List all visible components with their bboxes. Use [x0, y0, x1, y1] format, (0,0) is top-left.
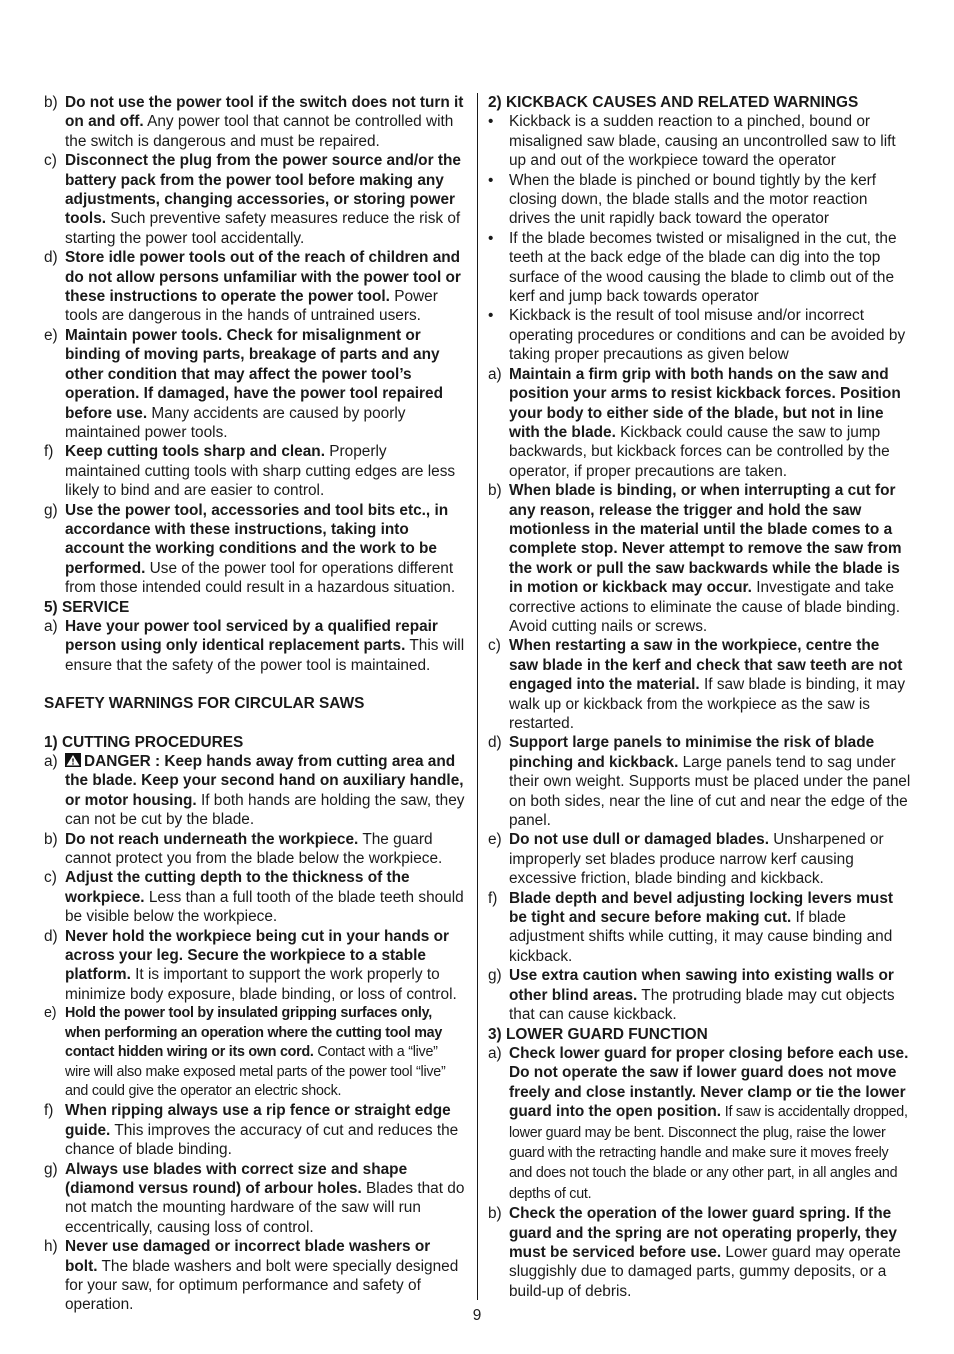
list-item	[488, 1204, 912, 1301]
item-marker: •	[488, 307, 494, 325]
item-marker: d)	[44, 249, 58, 267]
item-bold-text: Use extra caution when sawing into existing walls or other blind areas.	[509, 967, 894, 1004]
item-body-text: Kickback is a sudden reaction to a pinched, bound or misaligned saw blade, causing an uncontrolled saw to lift up and out of the workpiece toward the operator	[509, 113, 896, 170]
spacer	[44, 714, 466, 733]
item-body-text: Less than a full tooth of the blade teeth should be visible below the workpiece.	[65, 888, 464, 926]
item-marker: e)	[488, 831, 502, 849]
list-item	[488, 733, 912, 830]
section-heading: SAFETY WARNINGS FOR CIRCULAR SAWS	[44, 695, 365, 713]
page-number: 9	[472, 1307, 482, 1324]
list-item	[44, 868, 466, 926]
list-item	[488, 306, 912, 364]
item-body-text: It is important to support the work properly to minimize body exposure, blade binding, or loss of control.	[65, 966, 457, 1003]
item-bold-text: Support large panels to minimise the risk of blade pinching and kickback.	[509, 734, 875, 771]
list-item	[488, 229, 912, 307]
item-body-text: If saw blade is binding, it may walk up or kickback from the workpiece as the saw is restarted.	[509, 676, 906, 732]
item-bold-text: Keep cutting tools sharp and clean.	[65, 443, 325, 461]
item-marker: f)	[488, 889, 498, 907]
list-item	[44, 1101, 466, 1159]
item-marker: c)	[44, 152, 57, 170]
list-item	[44, 752, 466, 830]
item-bold-text: Always use blades with correct size and shape (diamond versus round) of arbour holes.	[65, 1160, 408, 1197]
item-body-text: Power tools are dangerous in the hands of untrained users.	[65, 288, 438, 325]
item-bold-text: Check the operation of the lower guard spring. If the guard and the spring are not operating properly, they must be serviced before use.	[509, 1205, 897, 1261]
list-item	[44, 93, 466, 151]
item-marker: b)	[488, 482, 502, 500]
item-marker: f)	[44, 443, 54, 461]
list-item	[488, 1044, 912, 1204]
list-item	[44, 927, 466, 1005]
item-bold-text: When blade is binding, or when interrupting a cut for any reason, release the trigger and hold the saw motionless in the material until the blade comes to a complete stop. Never attempt to remove the saw from the work or pull the saw backwards while the blade is in motion or kickback may occur.	[509, 482, 902, 597]
item-body-text: If blade adjustment shifts while cutting, it may cause binding and kickback.	[509, 909, 893, 965]
section-heading: 1) CUTTING PROCEDURES	[44, 733, 244, 751]
item-body-text: Any power tool that cannot be controlled with the switch is dangerous and must be repaired.	[65, 113, 454, 150]
right-column	[488, 93, 912, 1301]
item-body-text: Many accidents are caused by poorly maintained power tools.	[65, 404, 406, 441]
item-body-text: Use of the power tool for operations different from those intended could result in a hazardous situation.	[65, 559, 456, 597]
list-item	[488, 481, 912, 636]
section-heading: 2) KICKBACK CAUSES AND RELATED WARNINGS	[488, 94, 859, 111]
item-bold-text: Maintain a firm grip with both hands on the saw and position your arms to resist kickback forces. Position your body to either side of the blade, but not in line with the blade.	[509, 365, 901, 441]
list-item	[44, 442, 466, 500]
list-item	[44, 1004, 466, 1101]
list-item	[488, 889, 912, 967]
item-body-text: The blade washers and bolt were specially designed for your saw, for optimum performance and safety of operation.	[65, 1257, 459, 1314]
item-marker: b)	[44, 830, 58, 848]
item-marker: g)	[488, 967, 502, 985]
item-bold-text: Never use damaged or incorrect blade washers or bolt.	[65, 1238, 431, 1275]
spacer	[44, 675, 466, 694]
item-body-text: Kickback could cause the saw to jump backwards, but kickback forces can be controlled by the operator, if proper precautions are taken.	[509, 423, 890, 480]
list-item	[44, 501, 466, 598]
item-body-text: Unsharpened or improperly set blades produce narrow kerf causing excessive friction, blade binding and kickback.	[509, 831, 884, 888]
item-body-text: The protruding blade may cut objects that can cause kickback.	[509, 986, 895, 1024]
item-body-text: Contact with a “live” wire will also make exposed metal parts of the power tool “live” and could give the operator an electric shock.	[65, 1044, 446, 1099]
item-marker: a)	[44, 753, 58, 770]
item-bold-text: Do not use dull or damaged blades.	[509, 831, 769, 849]
item-marker: g)	[44, 1160, 58, 1178]
item-body-text: Lower guard may operate sluggishly due to damaged parts, gummy deposits, or a build-up of debris.	[509, 1243, 901, 1300]
section-heading: 3) LOWER GUARD FUNCTION	[488, 1025, 708, 1043]
item-body-text: When the blade is pinched or bound tightly by the kerf closing down, the blade stalls and the motor reaction drives the unit rapidly back toward the operator	[509, 171, 877, 228]
item-body-text: This will ensure that the safety of the power tool is maintained.	[65, 637, 465, 674]
item-bold-text: Do not use the power tool if the switch does not turn it on and off.	[65, 94, 464, 131]
list-item	[44, 830, 466, 869]
item-bold-text: When ripping always use a rip fence or straight edge guide.	[65, 1102, 451, 1139]
item-bold-text: Hold the power tool by insulated gripping surfaces only, when performing an operation where the cutting tool may contact hidden wiring or its own cord.	[65, 1005, 443, 1061]
item-body-text: If saw is accidentally dropped, lower guard may be bent. Disconnect the plug, raise the lower guard with the retracting handle and make sure it moves freely and does not touch the blade or any other part, in all angles and depths of cut.	[509, 1104, 908, 1202]
item-marker: d)	[44, 927, 58, 945]
item-bold-text: Never hold the workpiece being cut in your hands or across your leg. Secure the workpiece to a stable platform.	[65, 927, 449, 984]
item-marker: f)	[44, 1102, 54, 1120]
item-body-text: Blades that do not match the mounting hardware of the saw will run eccentrically, causing loss of control.	[65, 1179, 465, 1236]
list-item	[44, 326, 466, 442]
list-item	[44, 1237, 466, 1315]
item-marker: a)	[488, 365, 502, 383]
item-marker: g)	[44, 501, 58, 519]
item-marker: a)	[488, 1044, 502, 1062]
item-marker: b)	[488, 1205, 502, 1223]
list-item	[488, 365, 912, 481]
list-item	[44, 151, 466, 248]
item-marker: e)	[44, 326, 58, 344]
item-marker: •	[488, 171, 494, 189]
item-marker: c)	[488, 637, 501, 655]
item-body-text: Large panels tend to sag under their own weight. Supports must be placed under the panel on both sides, near the line of cut and near the edge of the panel.	[509, 753, 911, 830]
item-body-text: If both hands are holding the saw, they can not be cut by the blade.	[65, 791, 465, 829]
item-marker: b)	[44, 94, 58, 111]
item-marker: a)	[44, 617, 58, 635]
item-body-text: Properly maintained cutting tools with sharp cutting edges are less likely to bind and are easier to control.	[65, 443, 456, 500]
item-bold-text: Store idle power tools out of the reach of children and do not allow persons unfamiliar with the power tool or these instructions to operate the power tool.	[65, 249, 461, 306]
item-bold-text: Blade depth and bevel adjusting locking levers must be tight and secure before making cut.	[509, 889, 893, 927]
item-marker: d)	[488, 734, 502, 752]
list-item	[488, 830, 912, 888]
item-bold-text: Disconnect the plug from the power source and/or the battery pack from the power tool before making any adjustments, changing accessories, or storing power tools.	[65, 152, 461, 228]
item-bold-text: DANGER : Keep hands away from cutting area and the blade. Keep your second hand on auxiliary handle, or motor housing.	[65, 753, 464, 809]
item-bold-text: Maintain power tools. Check for misalignment or binding of moving parts, breakage of parts and any other condition that may affect the power tool’s operation. If damaged, have the power tool repaired before use.	[65, 326, 443, 422]
warning-triangle-icon	[65, 753, 81, 767]
item-marker: h)	[44, 1238, 58, 1256]
item-bold-text: Check lower guard for proper closing before each use. Do not operate the saw if lower guard does not move freely and close instantly. Never clamp or tie the lower guard into the open position.	[509, 1044, 909, 1121]
list-item	[488, 171, 912, 229]
list-item	[488, 966, 912, 1024]
item-marker: c)	[44, 869, 57, 887]
left-column	[44, 93, 466, 1315]
list-item	[44, 248, 466, 326]
list-item	[488, 112, 912, 170]
item-marker: •	[488, 113, 494, 131]
column-divider	[477, 93, 478, 1300]
item-bold-text: Adjust the cutting depth to the thickness of the workpiece.	[65, 869, 410, 906]
item-bold-text: Do not reach underneath the workpiece.	[65, 830, 359, 848]
item-body-text: This improves the accuracy of cut and reduces the chance of blade binding.	[65, 1121, 459, 1159]
item-bold-text: When restarting a saw in the workpiece, centre the saw blade in the kerf and check that saw teeth are not engaged into the material.	[509, 637, 903, 694]
item-bold-text: Use the power tool, accessories and tool bits etc., in accordance with these instructions, taking into account the working conditions and the work to be performed.	[65, 501, 449, 577]
item-body-text: Such preventive safety measures reduce the risk of starting the power tool accidentally.	[65, 210, 461, 247]
list-item	[488, 636, 912, 733]
item-bold-text: Have your power tool serviced by a qualified repair person using only identical replacement parts.	[65, 617, 438, 655]
item-body-text: Investigate and take corrective actions to eliminate the cause of blade binding. Avoid cutting nails or screws.	[509, 579, 900, 635]
list-item	[44, 617, 466, 675]
item-body-text: Kickback is the result of tool misuse and/or incorrect operating procedures or conditions and can be avoided by taking proper precautions as given below	[509, 307, 906, 364]
item-marker: e)	[44, 1005, 57, 1022]
list-item	[44, 1160, 466, 1238]
section-heading: 5) SERVICE	[44, 598, 130, 616]
item-body-text: If the blade becomes twisted or misaligned in the cut, the teeth at the back edge of the blade can dig into the top surface of the wood causing the blade to climb out of the kerf and jump back towards operator	[509, 229, 897, 306]
item-marker: •	[488, 229, 494, 247]
item-body-text: The guard cannot protect you from the blade below the workpiece.	[65, 830, 443, 868]
